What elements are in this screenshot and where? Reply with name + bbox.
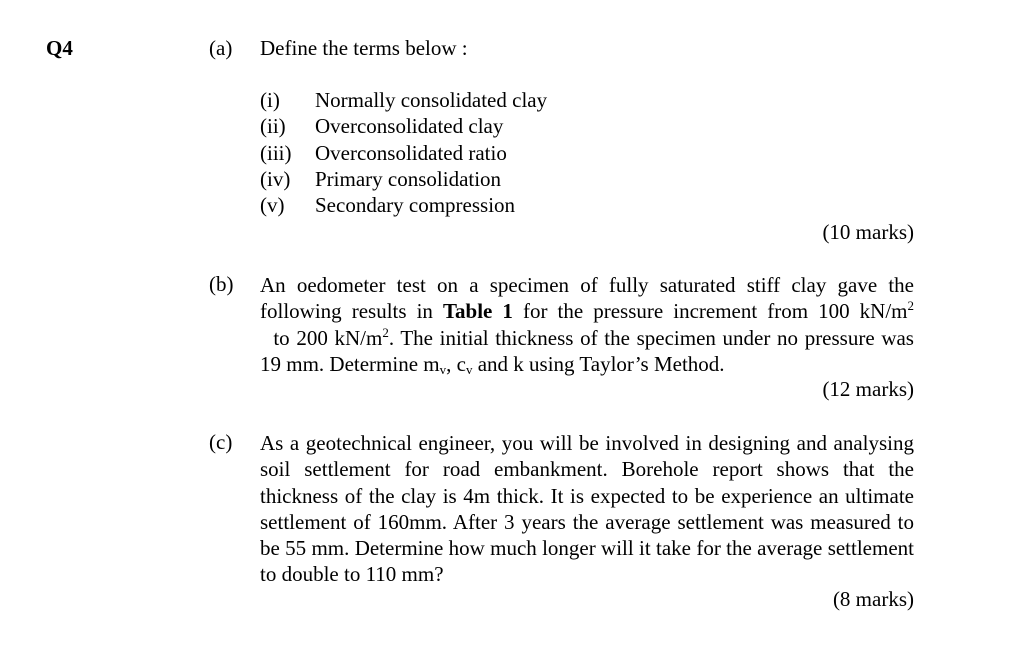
part-c-text: As a geotechnical engineer, you will be involved in designing and analysing soil settlement for road embankment. Borehole report shows that the thickness of the clay is 4m thick. It is expected to be experience an ultimate settlement of 160mm. After 3 years the average settlement was measured to be 55 mm. Determine how much longer will it take for the average settlement to double to 110 mm? — [260, 431, 914, 587]
part-b-label: (b) — [209, 272, 234, 296]
part-b-text-segment: for the pressure increment from 100 kN/m — [512, 299, 908, 324]
item-iv-text: Primary consolidation — [315, 167, 502, 191]
table-reference: Table 1 — [442, 299, 513, 324]
part-b-text-segment: and k using Taylor’s Method. — [472, 351, 725, 376]
part-b-marks: (12 marks) — [822, 377, 914, 401]
item-ii-text: Overconsolidated clay — [315, 114, 504, 138]
superscript: 2 — [907, 298, 914, 314]
part-c-marks: (8 marks) — [832, 587, 914, 611]
part-a-stem: Define the terms below : — [260, 36, 468, 60]
part-b-text — [260, 272, 914, 377]
item-iii-text: Overconsolidated ratio — [315, 141, 507, 165]
item-v-text: Secondary compression — [315, 193, 516, 217]
item-i-number: (i) — [260, 88, 280, 112]
item-ii-number: (ii) — [260, 114, 286, 138]
item-i-text: Normally consolidated clay — [315, 88, 548, 112]
part-a-label: (a) — [209, 36, 233, 60]
superscript: 2 — [382, 324, 389, 340]
subscript: v — [465, 361, 473, 377]
item-v-number: (v) — [260, 193, 285, 217]
part-c-label: (c) — [209, 430, 233, 454]
question-label: Q4 — [46, 36, 73, 60]
subscript: v — [439, 361, 447, 377]
part-b-text-segment: to 200 kN/m — [260, 325, 383, 350]
item-iv-number: (iv) — [260, 167, 291, 191]
part-a-marks: (10 marks) — [822, 220, 914, 244]
part-b-text-segment: . The initial thickness of the specimen under no pressure was 19 mm. Determine m — [260, 325, 914, 376]
part-b-text-segment: , c — [446, 351, 466, 376]
part-b-text-segment: An oedometer test on a specimen of fully saturated stiff clay gave the following results in — [260, 273, 914, 324]
item-iii-number: (iii) — [260, 141, 292, 165]
